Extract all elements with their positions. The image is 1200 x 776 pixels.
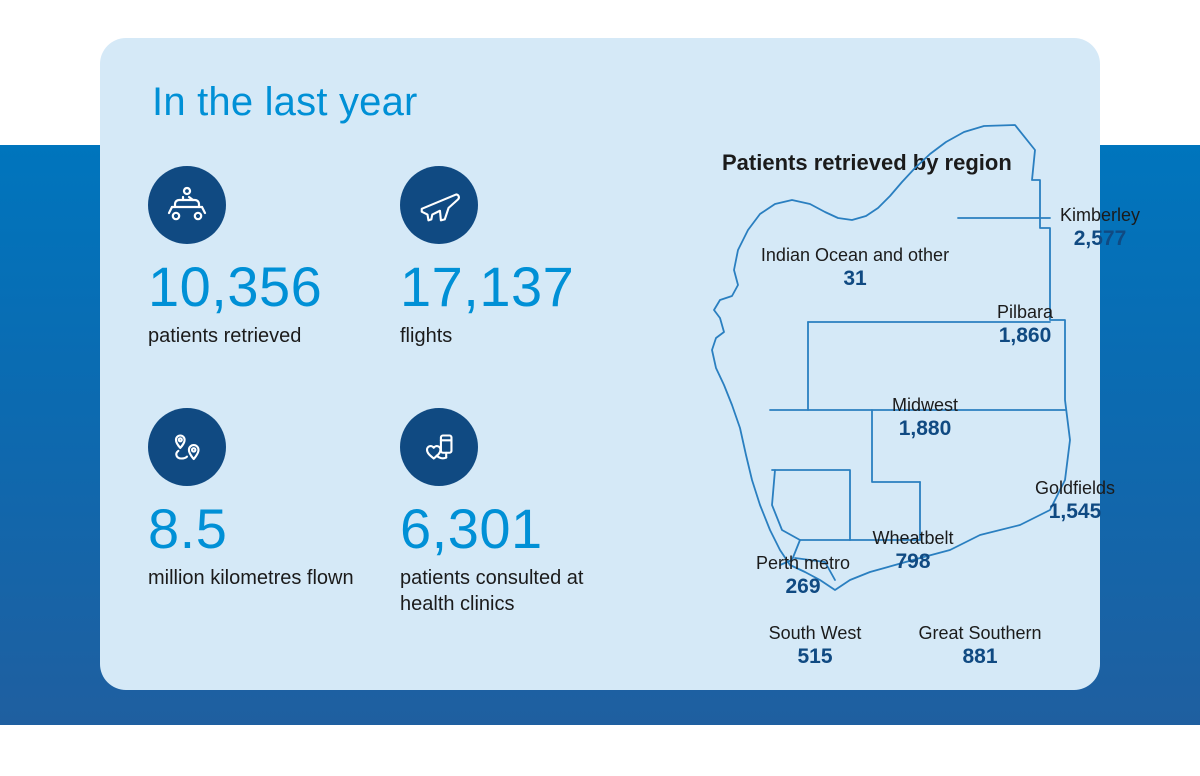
stretcher-icon [148,166,226,244]
region-great-southern [890,623,1070,669]
region-name: Indian Ocean and other [760,245,950,265]
region-pilbara [960,302,1090,348]
region-name: Great Southern [918,623,1042,643]
stat-value: 8.5 [148,497,228,560]
stat-value: 10,356 [148,255,323,318]
region-value: 2,577 [1073,227,1127,250]
stat-value: 17,137 [400,255,575,318]
region-value: 1,860 [998,324,1052,347]
region-value: 515 [797,645,833,668]
region-name: Pilbara [996,302,1054,322]
region-value: 881 [962,645,998,668]
region-name: Midwest [891,395,958,415]
region-value: 1,880 [898,417,952,440]
region-kimberley [1040,205,1160,251]
background-band-footer [0,725,1200,776]
region-value: 269 [785,575,821,598]
region-name: Wheatbelt [872,528,954,548]
region-south-west [750,623,880,669]
region-value: 1,545 [1048,500,1102,523]
region-name: Perth metro [755,553,851,573]
stat-patients-retrieved [148,166,388,349]
stat-value: 6,301 [400,497,543,560]
airplane-icon [400,166,478,244]
stats-card [100,38,1141,690]
iv-drip-heart-icon [400,408,478,486]
region-value: 31 [843,267,867,290]
region-midwest [860,395,990,441]
stat-label: patients consulted at health clinics [400,566,584,616]
stat-label: flights [400,324,453,347]
region-name: Goldfields [1034,478,1116,498]
region-perth-metro [738,553,868,599]
region-name: South West [768,623,862,643]
region-goldfields [1005,478,1145,524]
map-pin-route-icon [148,408,226,486]
stat-kilometres-flown [148,408,388,591]
stat-label: million kilometres flown [148,566,354,589]
stat-label: patients retrieved [148,324,302,347]
region-map [620,110,1141,680]
region-value: 798 [895,550,931,573]
map-title: Patients retrieved by region [722,150,1012,175]
region-indian-ocean-and-other [740,245,970,291]
page-title: In the last year [152,80,418,124]
stat-flights [400,166,640,349]
stat-patients-consulted [400,408,640,618]
region-name: Kimberley [1059,205,1141,225]
